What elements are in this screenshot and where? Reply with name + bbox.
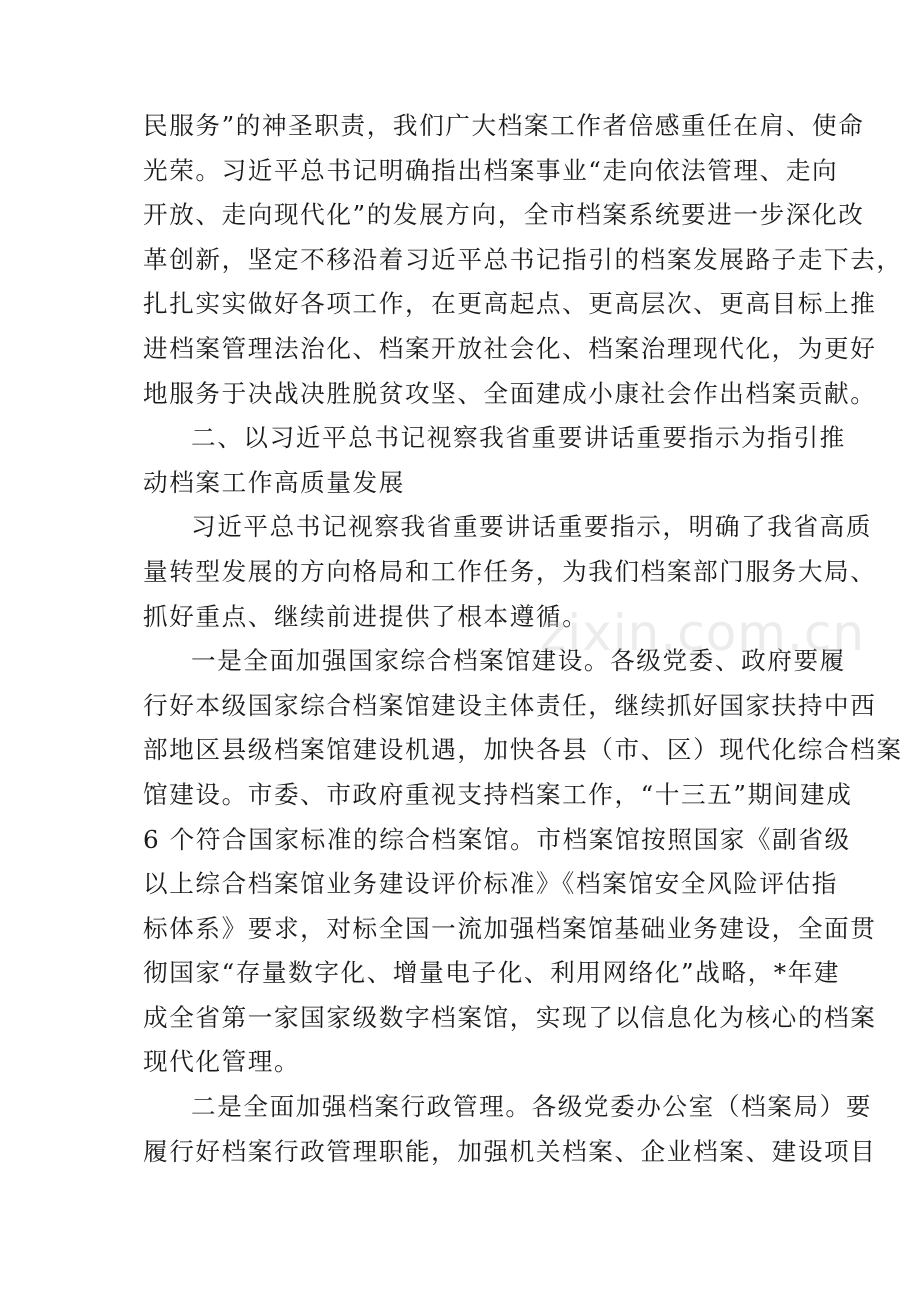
text-line: 习近平总书记视察我省重要讲话重要指示，明确了我省高质 [191,512,873,542]
text-line: 二是全面加强档案行政管理。各级党委办公室（档案局）要 [191,1092,873,1122]
text-line: 进档案管理法治化、档案开放社会化、档案治理现代化，为更好 [143,333,877,363]
watermark: zixin.com.cn [540,604,866,662]
text-line: 民服务”的神圣职责，我们广大档案工作者倍感重任在肩、使命 [143,111,865,140]
text-line: 扎扎实实做好各项工作，在更高起点、更高层次、更高目标上推 [143,289,877,319]
text-line: 二、以习近平总书记视察我省重要讲话重要指示为指引推 [191,423,846,453]
text-line: 馆建设。市委、市政府重视支持档案工作，“十三五”期间建成 [143,779,853,809]
text-line: 6 个符合国家标准的综合档案馆。市档案馆按照国家《副省级 [143,824,851,854]
text-line: 一是全面加强国家综合档案馆建设。各级党委、政府要履 [191,646,846,676]
text-line: 光荣。习近平总书记明确指出档案事业“走向依法管理、走向 [143,155,839,185]
paragraph-4 [143,639,903,1085]
paragraph-1 [143,104,903,416]
text-line: 量转型发展的方向格局和工作任务，为我们档案部门服务大局、 [143,556,877,586]
text-line: 地服务于决战决胜脱贫攻坚、全面建成小康社会作出档案贡献。 [143,378,877,408]
text-line: 革创新，坚定不移沿着习近平总书记指引的档案发展路子走下去， [143,244,903,274]
text-line: 标体系》要求，对标全国一流加强档案馆基础业务建设，全面贯 [143,913,877,943]
text-line: 抓好重点、继续前进提供了根本遵循。 [143,601,589,631]
text-line: 成全省第一家国家级数字档案馆，实现了以信息化为核心的档案 [143,1002,877,1032]
text-line: 行好本级国家综合档案馆建设主体责任，继续抓好国家扶持中西 [143,690,877,720]
text-line: 开放、走向现代化”的发展方向，全市档案系统要进一步深化改 [143,200,865,230]
text-line: 动档案工作高质量发展 [143,467,405,497]
paragraph-5 [143,1085,877,1174]
text-line: 履行好档案行政管理职能，加强机关档案、企业档案、建设项目 [143,1136,877,1166]
text-line: 彻国家“存量数字化、增量电子化、利用网络化”战略，*年建 [143,958,841,988]
text-line: 以上综合档案馆业务建设评价标准》《档案馆安全风险评估指 [143,869,838,899]
section-heading-2 [143,416,846,505]
text-line: 部地区县级档案馆建设机遇，加快各县（市、区）现代化综合档案 [143,735,903,765]
document-body [143,104,903,1174]
paragraph-3 [143,505,877,639]
text-line: 现代化管理。 [143,1047,301,1077]
